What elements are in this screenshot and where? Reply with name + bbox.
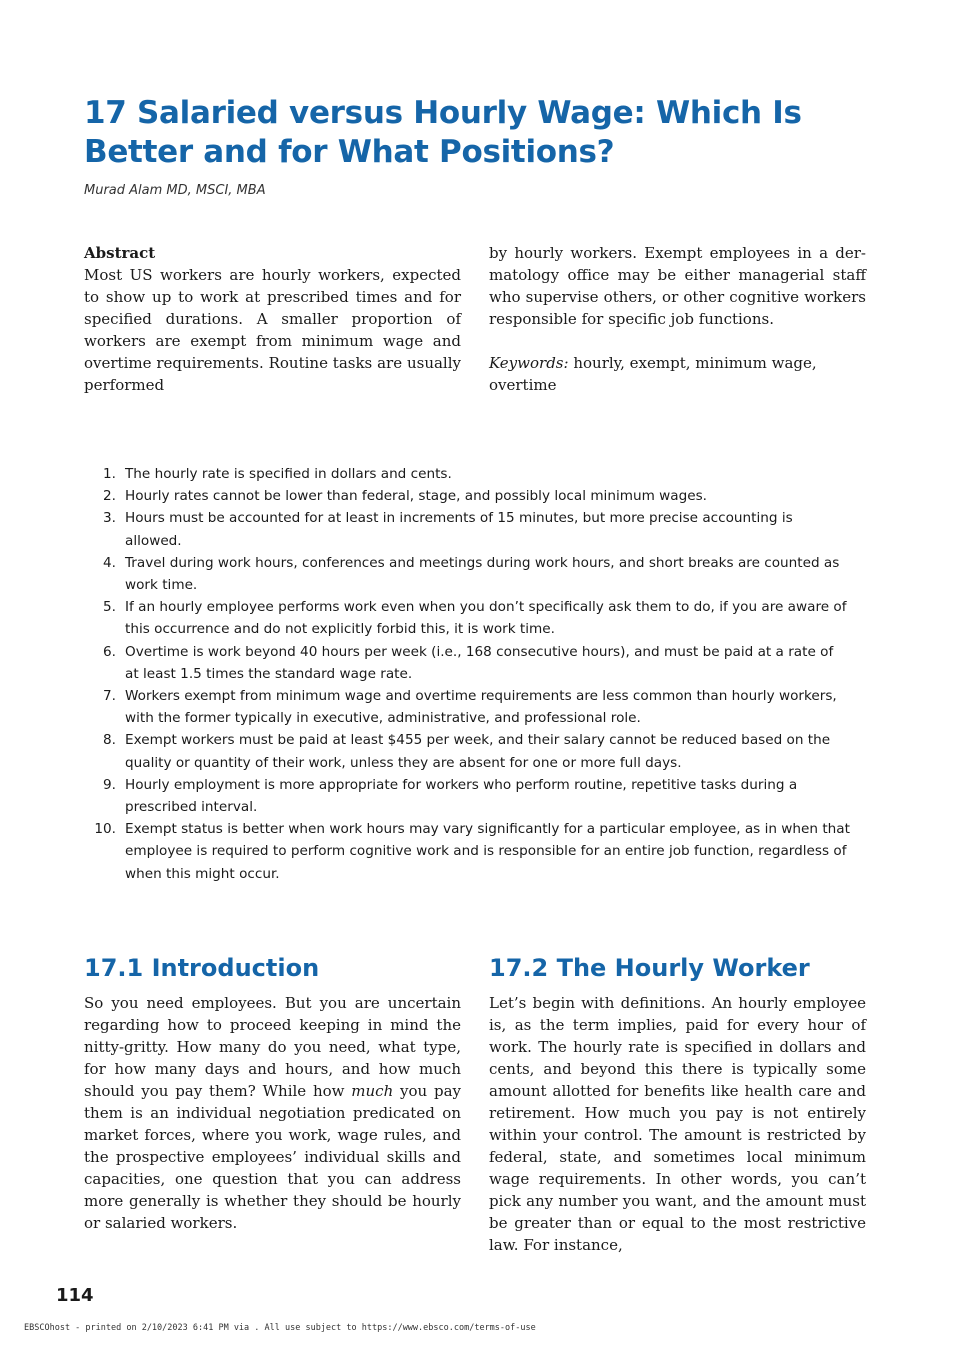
key-point-number: 9. — [103, 776, 116, 793]
key-point-text: Travel during work hours, conferences and meetings during work hours, and short breaks are counted as work time. — [125, 554, 840, 594]
key-point-number: 4. — [103, 554, 116, 571]
keywords-line — [489, 352, 866, 396]
key-point — [90, 552, 850, 596]
keywords-label: Keywords: — [489, 354, 569, 372]
footer-notice: EBSCOhost - printed on 2/10/2023 6:41 PM via . All use subject to https://www.ebsco.com/terms-of-use — [24, 1323, 536, 1333]
abstract-text-part-1: Most US workers are hourly workers, expected to show up to work at prescribed times and for specified durations. A smaller proportion of workers are exempt from minimum wage and overtime requirements. Routine tasks are usually performed — [84, 266, 461, 394]
key-point — [90, 818, 850, 885]
page-number: 114 — [56, 1285, 94, 1306]
key-point-text: The hourly rate is specified in dollars and cents. — [125, 466, 452, 482]
abstract-text-part-2: by hourly workers. Exempt employees in a dermatology office may be either managerial staff who supervise others, or other cognitive workers responsible for specific job functions. — [489, 244, 866, 328]
key-points-list — [90, 463, 850, 885]
introduction-body — [84, 992, 461, 1234]
section-heading-introduction: 17.1 Introduction — [84, 954, 320, 982]
author-line: Murad Alam MD, MSCI, MBA — [84, 183, 266, 198]
key-point — [90, 485, 850, 507]
key-point-text: Exempt workers must be paid at least $455 per week, and their salary cannot be reduced based on the quality or quantity of their work, unless they are absent for one or more full days. — [125, 732, 831, 771]
abstract-left-column — [84, 242, 461, 396]
key-point — [90, 729, 850, 773]
key-point-number: 5. — [103, 599, 116, 616]
key-point-text: Hours must be accounted for at least in increments of 15 minutes, but more precise accounting is allowed. — [125, 510, 793, 549]
section-heading-hourly-worker: 17.2 The Hourly Worker — [489, 954, 810, 982]
key-point-text: Overtime is work beyond 40 hours per week (i.e., 168 consecutive hours), and must be paid at a rate of at least 1.5 times the standard wage rate. — [125, 643, 834, 682]
key-point-number: 2. — [103, 488, 116, 505]
hourly-worker-paragraph: Let’s begin with definitions. An hourly employee is, as the term implies, paid for every hour of work. The hourly rate is specified in dollars and cents, and beyond this there is typically some amount allotted for benefits like health care and retirement. How much you pay is not entirely within your control. The amount is restricted by federal, state, and sometimes local minimum wage requirements. In other words, you can’t pick any number you want, and the amount must be greater than or equal to the most restrictive law. For instance, — [489, 994, 866, 1254]
hourly-worker-body — [489, 992, 866, 1256]
key-point — [90, 641, 850, 685]
introduction-text-start: So you need employees. But you are uncertain regarding how to proceed keeping in mind the nitty-gritty. How many do you need, what type, for how many days and hours, and how much should you pay them? While how — [84, 994, 461, 1100]
key-point — [90, 774, 850, 818]
keywords-list: hourly, exempt, minimum wage, overtime — [489, 354, 817, 394]
key-point-text: Exempt status is better when work hours may vary significantly for a particular employee, as in when that employee is required to perform cognitive work and is responsible for an entire job function, regardless of when this might occur. — [125, 821, 850, 882]
key-point — [90, 596, 850, 640]
key-point — [90, 507, 850, 551]
key-point — [90, 685, 850, 729]
key-point-text: If an hourly employee performs work even when you don’t specifically ask them to do, if you are aware of this occurrence and do not explicitly forbid this, it is work time. — [125, 599, 847, 638]
chapter-title: 17 Salaried versus Hourly Wage: Which Is Better and for What Positions? — [84, 95, 802, 170]
key-point-number: 8. — [103, 732, 116, 749]
key-point-text: Hourly rates cannot be lower than federal, stage, and possibly local minimum wages. — [125, 488, 707, 505]
key-point — [90, 463, 850, 485]
key-point-text: Hourly employment is more appropriate for workers who perform routine, repetitive tasks during a prescribed interval. — [125, 776, 798, 816]
abstract-heading: Abstract — [84, 244, 156, 262]
introduction-text-end: you pay them is an individual negotiation predicated on market forces, where you work, wage rules, and the prospective employees’ individual skills and capacities, one question that you can address more generally is whether they should be hourly or salaried workers. — [84, 1082, 461, 1232]
key-point-text: Workers exempt from minimum wage and overtime requirements are less common than hourly workers, with the former typically in executive, administrative, and professional role. — [125, 688, 837, 727]
key-point-number: 6. — [103, 643, 116, 660]
key-point-number: 3. — [103, 510, 116, 527]
introduction-paragraph — [84, 992, 461, 1234]
key-point-number: 10. — [94, 821, 116, 838]
key-point-number: 7. — [103, 688, 116, 705]
key-point-number: 1. — [103, 466, 116, 482]
abstract-right-column — [489, 242, 866, 396]
introduction-emphasis: much — [351, 1082, 394, 1100]
